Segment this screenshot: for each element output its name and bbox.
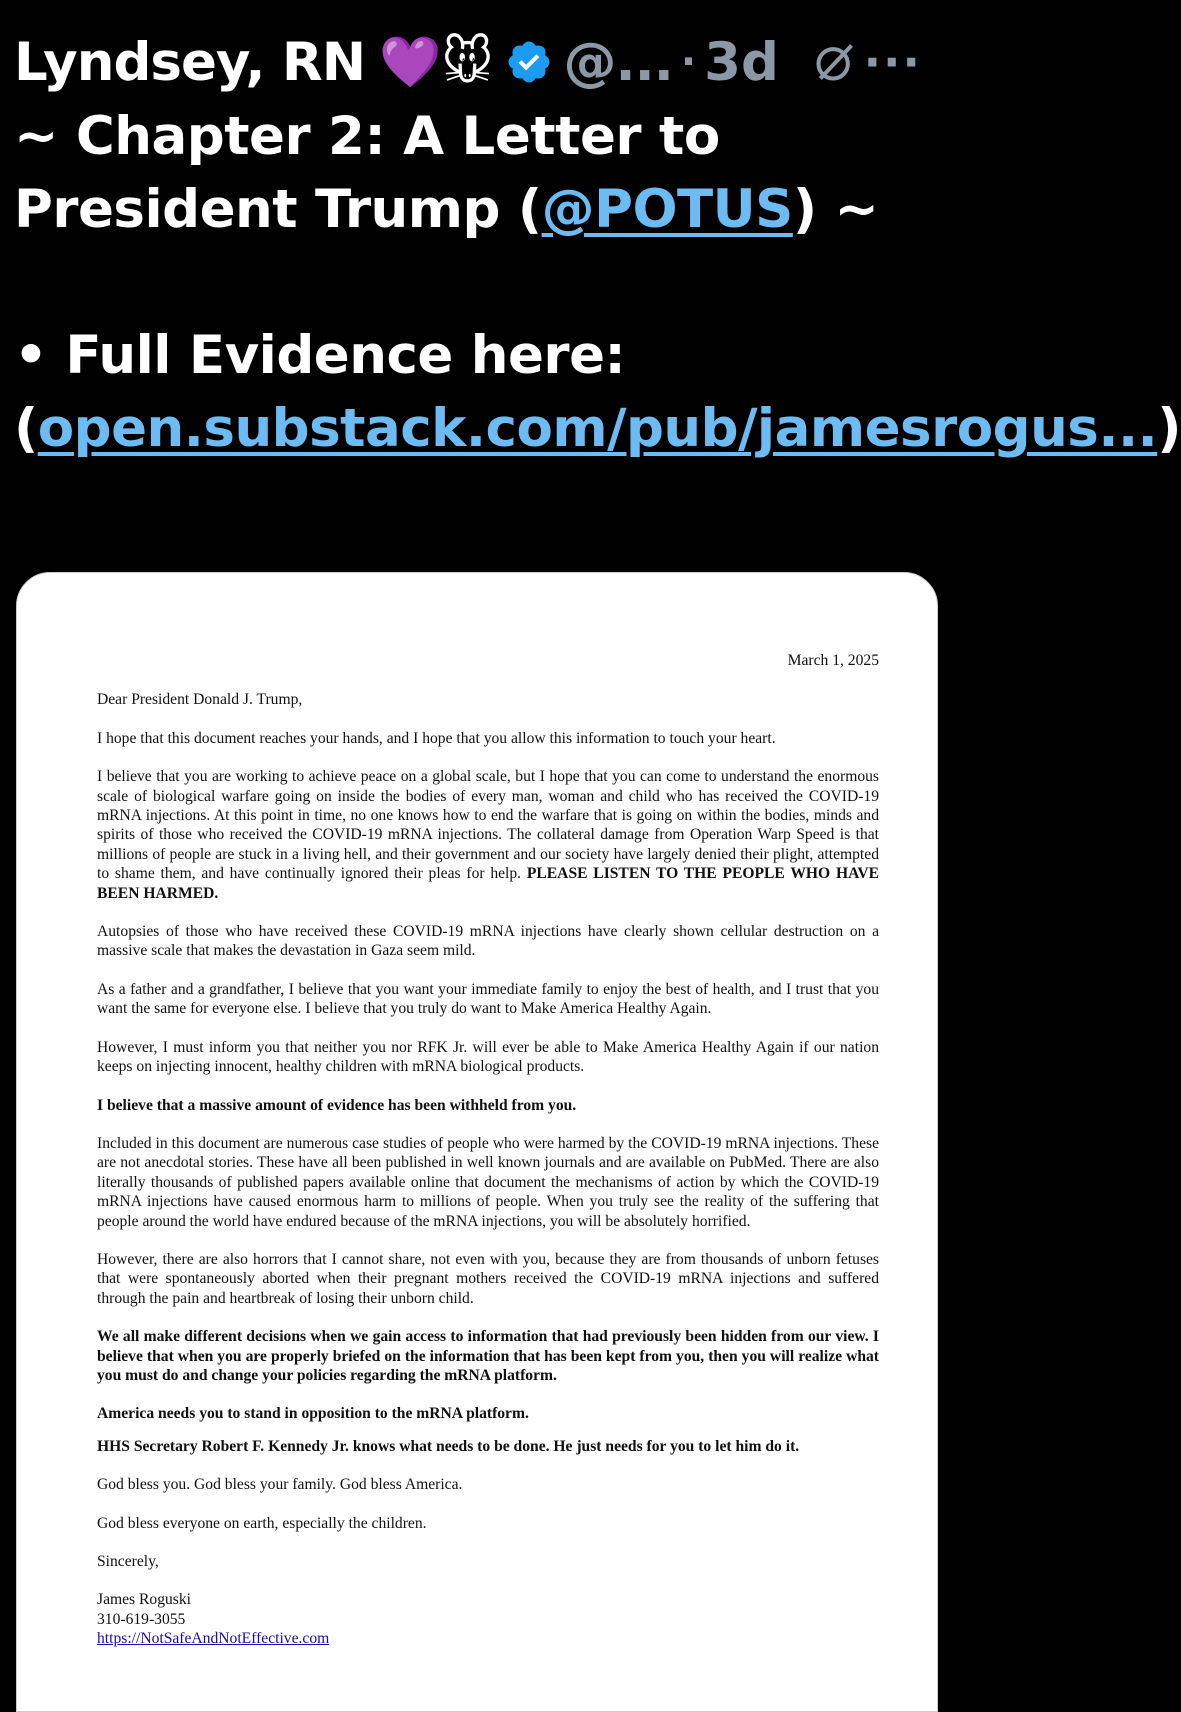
letter-paragraph-bold: America needs you to stand in opposition to the mRNA platform. [97,1405,529,1423]
letter-paragraph: Autopsies of those who have received these COVID-19 mRNA injections have clearly shown cellular destruction on a massive scale that makes the devastation in Gaza seem mild. [97,923,879,960]
letter-paragraph: God bless everyone on earth, especially the children. [97,1514,427,1532]
signature-name: James Roguski [97,1591,191,1609]
letter-paragraph: However, I must inform you that neither you nor RFK Jr. will ever be able to Make America Healthy Again if our nation keeps on injecting innocent, healthy children with mRNA biological products. [97,1038,879,1076]
more-options-icon[interactable]: ··· [863,35,922,89]
letter-paragraph: I hope that this document reaches your hands, and I hope that you allow this information to touch your heart. [97,729,776,747]
letter-paragraph-bold: I believe that a massive amount of evidence has been withheld from you. [97,1096,577,1114]
substack-link[interactable]: open.substack.com/pub/jamesrogus... [37,398,1158,459]
post-time[interactable]: 3d [704,31,779,93]
author-name[interactable]: Lyndsey, RN [14,31,366,93]
verified-badge-icon [505,38,553,86]
tweet-header [14,26,934,98]
letter-paragraph: Included in this document are numerous case studies of people who were harmed by the COVID-19 mRNA injections. These are not anecdotal stories. These have all been published in well known journals and are available on PubMed. There are also literally thousands of published papers available online that document the mechanisms of action by which the COVID-19 mRNA injections have caused enormous harm to millions of people. When you truly see the reality of the suffering that people around the world have endured because of the mRNA injections, you will be absolutely horrified. [97,1134,879,1230]
letter-date: March 1, 2025 [787,652,879,669]
letter-paragraph-bold: We all make different decisions when we gain access to information that had previously been hidden from our view. I believe that when you are properly briefed on the information that has been kept from you, then you will realize what you must do and change your policies regarding the mRNA platform. [97,1328,879,1384]
letter-paragraph: However, there are also horrors that I cannot share, not even with you, because they are from thousands of unborn fetuses that were spontaneously aborted when their pregnant mothers received the COVID-19 mRNA injections and suffered through the pain and heartbreak of losing their unborn child. [97,1250,879,1307]
letter-paragraph: As a father and a grandfather, I believe that you want your immediate family to enjoy the best of health, and I trust that you want the same for everyone else. I believe that you truly do want to Make America Healthy Again. [97,980,879,1018]
author-emojis: 💜🐭 [379,33,494,91]
separator-dot: · [680,39,697,85]
letter-paragraph: I believe that you are working to achieve peace on a global scale, but I hope that you can come to understand the enormous scale of biological warfare going on inside the bodies of every man, woman and child who has received the COVID-19 mRNA injections. At this point in time, no one knows how to end the warfare that is going on within the bodies, minds and spirits of those who received the COVID-19 mRNA injections. The collateral damage from Operation Warp Speed is that millions of people are stuck in a living hell, and their government and our society have largely denied their plight, attempted to shame them, and have continually ignored their pleas for help. PLEASE LISTEN TO THE PEOPLE WHO HAVE BEEN HARMED. [97,768,879,902]
letter-closing: Sincerely, [97,1553,159,1570]
letter-paragraph: God bless you. God bless your family. God bless America. [97,1476,463,1494]
grok-icon[interactable] [813,40,857,84]
signature-website-link[interactable]: https://NotSafeAndNotEffective.com [97,1630,330,1648]
letter-image[interactable] [16,572,938,1712]
signature-phone: 310-619-3055 [97,1610,186,1628]
letter-signature [97,1590,879,1648]
letter-body [97,651,879,1649]
author-handle[interactable]: @... [563,31,673,93]
tweet-evidence: • Full Evidence here: (open.substack.com/pub/jamesrogus...) [14,325,1181,459]
tweet-title: ~ Chapter 2: A Letter to President Trump (@POTUS) ~ [14,106,879,240]
letter-paragraph-bold: HHS Secretary Robert F. Kennedy Jr. knows what needs to be done. He just needs for you to let him do it. [97,1437,800,1455]
mention-link[interactable]: @POTUS [541,179,793,240]
letter-salutation: Dear President Donald J. Trump, [97,691,303,709]
tweet-text [14,100,1181,465]
